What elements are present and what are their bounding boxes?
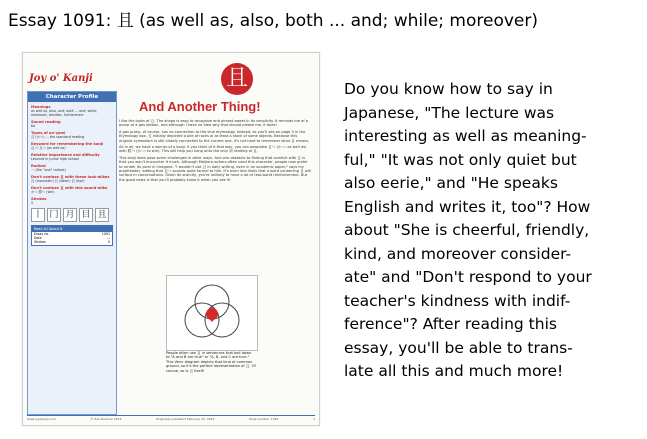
description-line: teacher's kindness with indif- — [344, 291, 571, 310]
stroke-box: 丨 — [31, 208, 45, 222]
kanji-badge: 且 — [221, 63, 253, 95]
section-text: Ka — [31, 124, 36, 128]
sidebar-section — [28, 164, 116, 172]
sidebar-section — [28, 175, 116, 183]
description-line: ate" and "Don't respond to your — [344, 268, 592, 286]
sidebar-section — [28, 186, 116, 194]
stroke-order — [31, 208, 113, 222]
stats-box — [31, 225, 113, 246]
page-footer — [27, 415, 315, 421]
section-label: Types of on-yomi — [31, 131, 66, 135]
description-line: Do you know how to say in — [344, 80, 553, 98]
stats-label: Date — [34, 236, 42, 241]
sidebar-section — [28, 131, 116, 139]
description-line: English and writes it, too"? How — [344, 197, 591, 216]
venn-diagram — [166, 275, 258, 351]
character-profile-sidebar — [27, 91, 117, 415]
stats-value: 1091 — [101, 232, 110, 236]
section-text: 5 — [31, 201, 34, 205]
essay-description — [344, 78, 640, 384]
section-text: Learned in junior high school — [31, 157, 79, 161]
stats-value: 5 — [107, 240, 110, 245]
description-line: essay, you'll be able to trans- — [344, 338, 573, 357]
sidebar-section — [28, 105, 116, 117]
section-text: 且 (かつ) ... the standard reading — [31, 135, 85, 139]
footer-item: 1 — [313, 417, 315, 421]
sidebar-section — [28, 197, 116, 205]
section-text: かつ 勝つ (win) — [31, 190, 55, 194]
section-label: Meanings — [31, 105, 51, 109]
article-paragraph: This kanji does pose some challenges in other ways. And one obstacle to finding that comfort with 且 is that you won't encounter it much. Although Meijiera writers often used this character, people now prefer to render its yomi in hiragana. "I wouldn't use 且 in daily writing, even in an academic paper," says my proofreader, adding that 且つ sounds quite formal to him. It's even less likely that a word containing 且 will surface in conversations. Given its scarcity, you're unlikely to have a lot of real-world reinforcement. But the good news is that you'll probably know it when you see it! — [119, 155, 311, 182]
logo: Joy o' Kanji — [29, 73, 93, 84]
footer-item: Originally published February 25, 2014 — [156, 417, 215, 421]
description-line: kind, and moreover consider- — [344, 244, 572, 263]
description-line: interesting as well as meaning- — [344, 127, 587, 145]
stats-label: Strokes — [34, 240, 46, 245]
stats-row — [32, 240, 112, 244]
section-label: Sound reading — [31, 120, 61, 124]
description-line: Japanese, "The lecture was — [344, 103, 555, 122]
article-paragraph: I like the looks of 且. The shape is easy to recognize and almost sweet in its simplicity. It reminds me of a pump at a gas station, and although I have no idea why that should please me, it does! — [119, 119, 308, 128]
sidebar-heading: Character Profile — [28, 92, 116, 102]
section-label: Relative importance and difficulty — [31, 153, 100, 157]
article-body — [119, 119, 311, 184]
article-title: And Another Thing! — [139, 99, 261, 114]
stroke-box: 月 — [63, 208, 77, 222]
essay-thumbnail[interactable] — [22, 52, 320, 426]
section-label: Don't confuse 且 with this sound-alike — [31, 186, 108, 190]
section-label: Radical — [31, 164, 46, 168]
description-line: also eerie," and "He speaks — [344, 174, 558, 192]
footer-item: www.joyokanji.com — [27, 417, 56, 421]
section-label: Don't confuse 且 with these look-alikes — [31, 175, 110, 179]
footer-item: © Eve Kushner 2014 — [90, 417, 122, 421]
description-line: late all this and much more! — [344, 362, 564, 380]
section-text: as well as, also, and; both ... and; while; moreover, besides, furthermore — [31, 109, 98, 117]
venn-diagram-icon — [167, 276, 257, 350]
stroke-box: 且 — [95, 208, 109, 222]
article-paragraph: A gas pump, of course, has no connection to the true etymology. Instead, as you'll see on page 3 in the Etymology box, 且 initially depicted a pile of rocks or at least a stack of some objects. Because this original symbolism is still closely connected to the current one, it's not hard to remember what 且 means. — [119, 129, 310, 143]
section-label: Keyword for remembering the kanji — [31, 142, 104, 146]
description-line: about "She is cheerful, friendly, — [344, 221, 590, 239]
sidebar-section — [28, 142, 116, 150]
section-text: 且 (mountain) 旦 (dawn) 目 (eye) — [31, 179, 85, 183]
article-paragraph: All in all, we have a winner of a kanji. If you think of it that way, you can associate 且つ (かつ: as well as) with 勝つ (かつ: to win). This will help you hang onto the only 訓 reading of 且. — [119, 145, 307, 154]
stats-label: Essay no. — [34, 232, 50, 236]
footer-item: Kanji number: 1091 — [249, 417, 279, 421]
stroke-box: 目 — [79, 208, 93, 222]
description-line: ference"? After reading this — [344, 315, 557, 333]
sidebar-section — [28, 153, 116, 161]
stroke-box: 冂 — [47, 208, 61, 222]
stats-value: — — [106, 236, 110, 241]
stats-heading: Read All About It — [32, 226, 112, 232]
essay-title: Essay 1091: 且 (as well as, also, both ... and; while; moreover) — [8, 11, 539, 31]
section-text: 一 (the "one" radical) — [31, 168, 66, 172]
description-line: ful," "It was not only quiet but — [344, 150, 577, 169]
section-text: 且 = 且つ (as well as) — [31, 146, 66, 150]
sidebar-section — [28, 120, 116, 128]
section-label: Strokes — [31, 197, 47, 201]
diagram-caption: People often use 且 in sentences that boil down to "A and B are true" or "A, B, and C are true." This Venn diagram depicts that kind of common ground, so it's the perfect representation of 且. Of course, so is 且 itself! — [166, 351, 256, 373]
